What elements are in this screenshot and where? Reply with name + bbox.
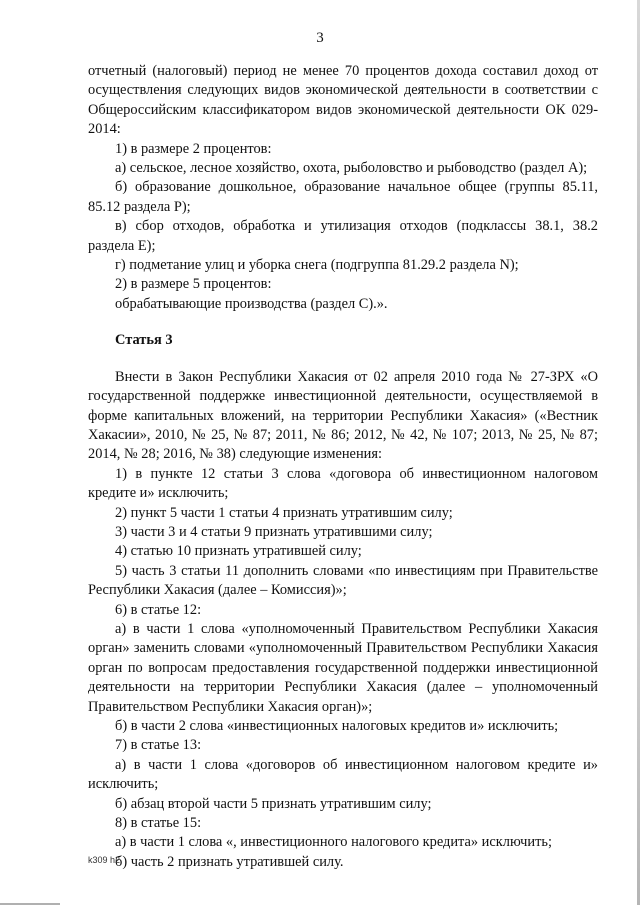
paragraph: б) образование дошкольное, образование начальное общее (группы 85.11, 85.12 раздела P);	[88, 179, 598, 215]
document-body	[88, 62, 598, 872]
paragraph: 8) в статье 15:	[115, 815, 202, 832]
paragraph: 3) части 3 и 4 статьи 9 признать утратившими силу;	[115, 523, 433, 540]
paragraph: в) сбор отходов, обработка и утилизация отходов (подклассы 38.1, 38.2 раздела E);	[88, 218, 598, 254]
paragraph: отчетный (налоговый) период не менее 70 процентов дохода составил доход от осуществления следующих видов экономической деятельности в соответствии с Общероссийским классификатором видов экономической деятельности ОК 029-2014:	[88, 63, 598, 138]
paragraph: 5) часть 3 статьи 11 дополнить словами «по инвестициям при Правительстве Республики Хакасия (далее – Комиссия)»;	[88, 562, 598, 599]
paragraph: 4) статью 10 признать утратившей силу;	[115, 543, 362, 560]
paragraph: 2) в размере 5 процентов:	[115, 276, 272, 293]
paragraph: б) часть 2 признать утратившей силу.	[115, 853, 344, 870]
article-heading: Статья 3	[115, 332, 173, 349]
paragraph: а) в части 1 слова «уполномоченный Правительством Республики Хакасия орган» заменить словами «уполномоченный Правительством Республики Хакасия орган по вопросам предоставления государственной поддержки инвестиционной деятельности на территории Республики Хакасия (далее – уполномоченный Правительством Республики Хакасия орган)»;	[88, 620, 598, 715]
paragraph: Внести в Закон Республики Хакасия от 02 апреля 2010 года № 27-ЗРХ «О государственной поддержке инвестиционной деятельности, осуществляемой в форме капитальных вложений, на территории Республики Хакасия» («Вестник Хакасии», 2010, № 25, № 87; 2011, № 86; 2012, № 42, № 107; 2013, № 25, № 87; 2014, № 28; 2016, № 38) следующие изменения:	[88, 368, 598, 463]
paragraph: а) сельское, лесное хозяйство, охота, рыболовство и рыбоводство (раздел А);	[115, 160, 588, 177]
paragraph: 7) в статье 13:	[115, 737, 202, 754]
paragraph: г) подметание улиц и уборка снега (подгруппа 81.29.2 раздела N);	[115, 257, 519, 274]
paragraph: 1) в пункте 12 статьи 3 слова «договора об инвестиционном налоговом кредите и» исключить;	[88, 465, 598, 502]
page-number: 3	[316, 30, 324, 46]
paragraph: а) в части 1 слова «, инвестиционного налогового кредита» исключить;	[115, 834, 552, 851]
paragraph: а) в части 1 слова «договоров об инвестиционном налоговом кредите и» исключить;	[88, 756, 598, 793]
paragraph: б) абзац второй части 5 признать утратившим силу;	[115, 795, 432, 812]
paragraph: обрабатывающие производства (раздел С).».	[115, 295, 388, 312]
document-code: k309 h2	[88, 855, 121, 865]
paragraph: 1) в размере 2 процентов:	[115, 140, 272, 157]
paragraph: 6) в статье 12:	[115, 601, 202, 618]
paragraph: 2) пункт 5 части 1 статьи 4 признать утратившим силу;	[115, 504, 453, 521]
paragraph: б) в части 2 слова «инвестиционных налоговых кредитов и» исключить;	[115, 718, 559, 734]
